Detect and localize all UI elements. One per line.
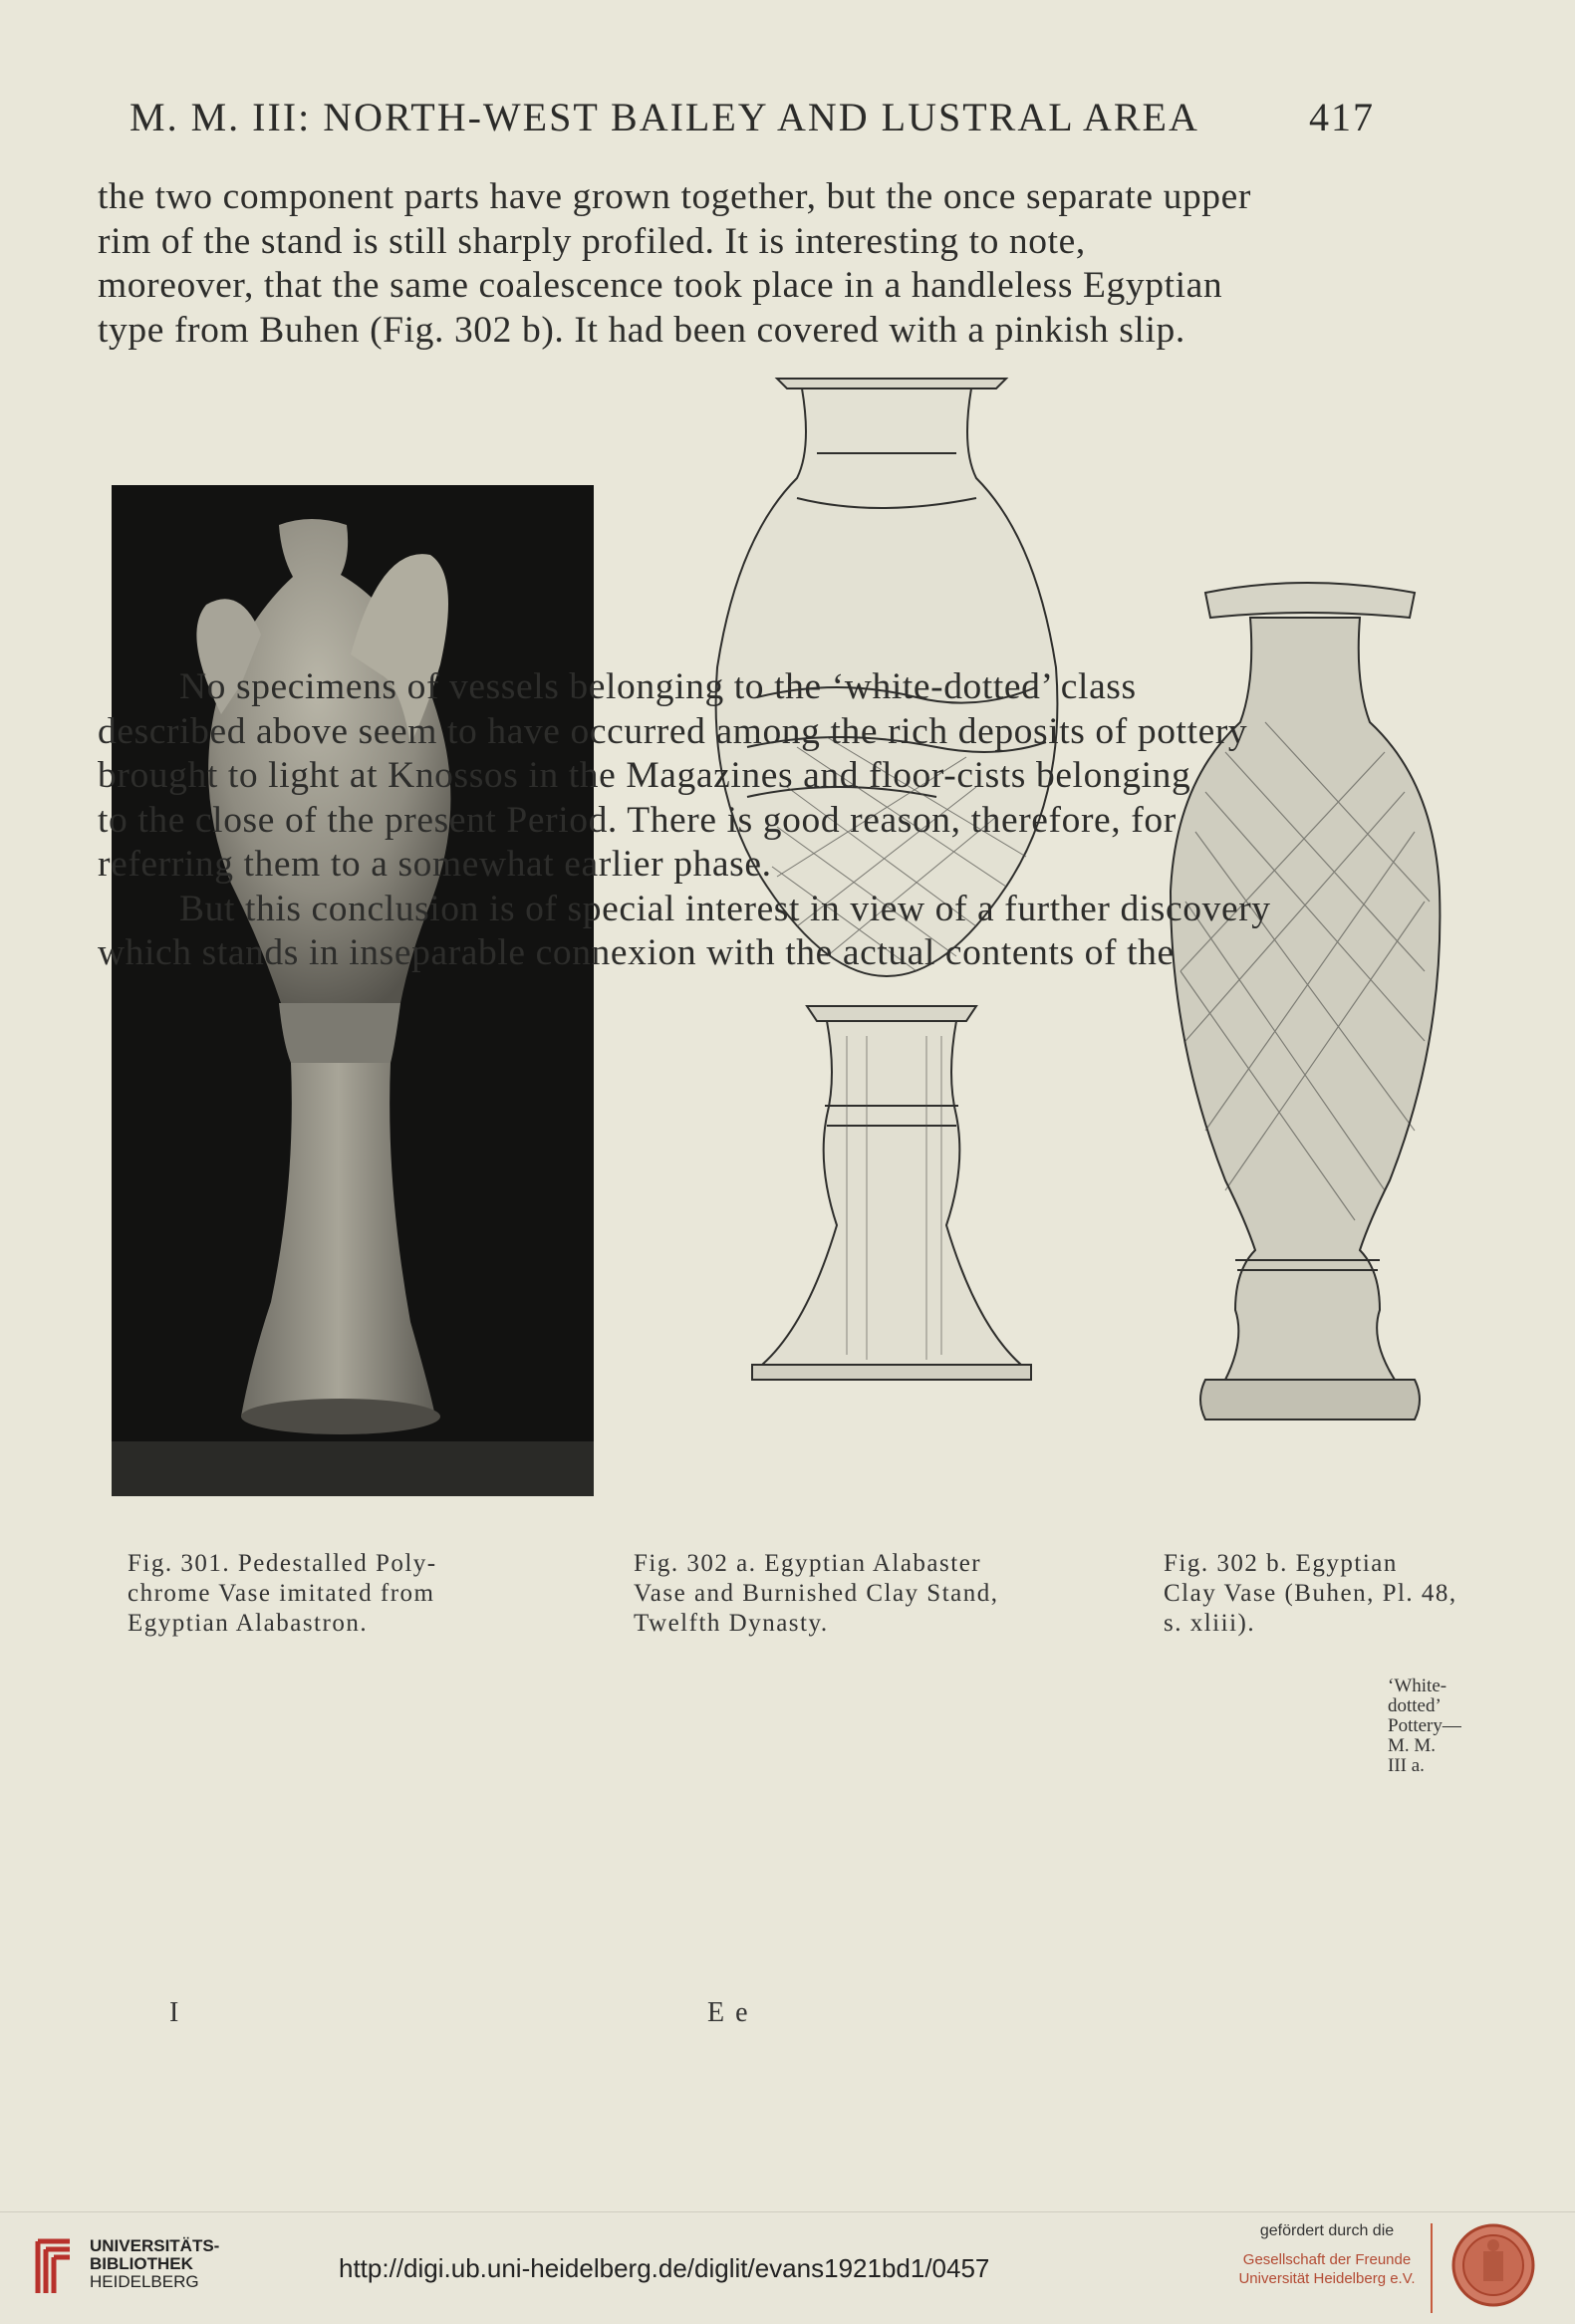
library-name-line: HEIDELBERG (90, 2272, 199, 2291)
text-line: But this conclusion is of special interest in view of a further discovery (179, 888, 1271, 929)
fig302b-caption (1164, 1549, 1522, 1639)
text-line: referring them to a somewhat earlier phase. (98, 844, 772, 885)
page-number: 417 (1309, 95, 1375, 139)
running-head-title: M. M. III: NORTH-WEST BAILEY AND LUSTRAL AREA (130, 95, 1199, 139)
sponsor-line: Universität Heidelberg e.V. (1238, 2270, 1416, 2287)
caption-line: chrome Vase imitated from (128, 1580, 435, 1607)
sponsor-block (1217, 2221, 1437, 2288)
caption-line: s. xliii). (1164, 1610, 1256, 1637)
margin-note (1388, 1677, 1487, 1776)
text-line: which stands in inseparable connexion with the actual contents of the (98, 932, 1175, 973)
text-line: No specimens of vessels belonging to the ‘white-dotted’ class (179, 666, 1137, 707)
caption-line: Fig. 301. Pedestalled Poly- (128, 1550, 437, 1577)
text-line: type from Buhen (Fig. 302 b). It had been covered with a pinkish slip. (98, 309, 1185, 351)
text-line: the two component parts have grown together, but the once separate upper (98, 176, 1251, 217)
caption-line: Egyptian Alabastron. (128, 1610, 369, 1637)
permalink-url[interactable]: http://digi.ub.uni-heidelberg.de/diglit/evans1921bd1/0457 (339, 2253, 990, 2283)
caption-line: Clay Vase (Buhen, Pl. 48, (1164, 1580, 1457, 1607)
caption-line: Twelfth Dynasty. (634, 1610, 829, 1637)
sponsor-line: Gesellschaft der Freunde (1242, 2251, 1412, 2268)
library-name-line: BIBLIOTHEK (90, 2254, 193, 2273)
gathering-signature: E e (707, 1997, 750, 2028)
fig301-photograph (112, 485, 594, 1496)
caption-line: Fig. 302 b. Egyptian (1164, 1550, 1398, 1577)
paragraph-2 (98, 665, 1365, 976)
amphora-photo-image (112, 485, 594, 1496)
sponsor-label: gefördert durch die (1259, 2222, 1395, 2239)
margin-note-line: III a. (1388, 1755, 1425, 1776)
university-seal-icon (1449, 2221, 1537, 2309)
caption-line: Fig. 302 a. Egyptian Alabaster (634, 1550, 982, 1577)
university-library-logo-icon (30, 2231, 82, 2301)
text-line: moreover, that the same coalescence took place in a handleless Egyptian (98, 265, 1223, 306)
text-line: described above seem to have occurred among the rich deposits of pottery (98, 710, 1248, 752)
margin-note-line: dotted’ (1388, 1695, 1442, 1716)
text-line: rim of the stand is still sharply profiled. It is interesting to note, (98, 220, 1086, 262)
fig301-caption (128, 1549, 586, 1639)
margin-note-line: M. M. (1388, 1735, 1437, 1756)
caption-line: Vase and Burnished Clay Stand, (634, 1580, 999, 1607)
fig302a-caption (634, 1549, 1152, 1639)
library-name (90, 2237, 219, 2291)
margin-note-line: Pottery— (1388, 1715, 1461, 1736)
footer-divider (1431, 2223, 1433, 2313)
text-line: to the close of the present Period. There is good reason, therefore, for (98, 799, 1177, 841)
margin-note-line: ‘White- (1388, 1676, 1447, 1696)
library-name-line: UNIVERSITÄTS- (90, 2236, 220, 2255)
paragraph-1 (98, 175, 1365, 353)
text-line: brought to light at Knossos in the Magazines and floor-cists belonging (98, 755, 1191, 796)
volume-signature: I (169, 1997, 181, 2028)
